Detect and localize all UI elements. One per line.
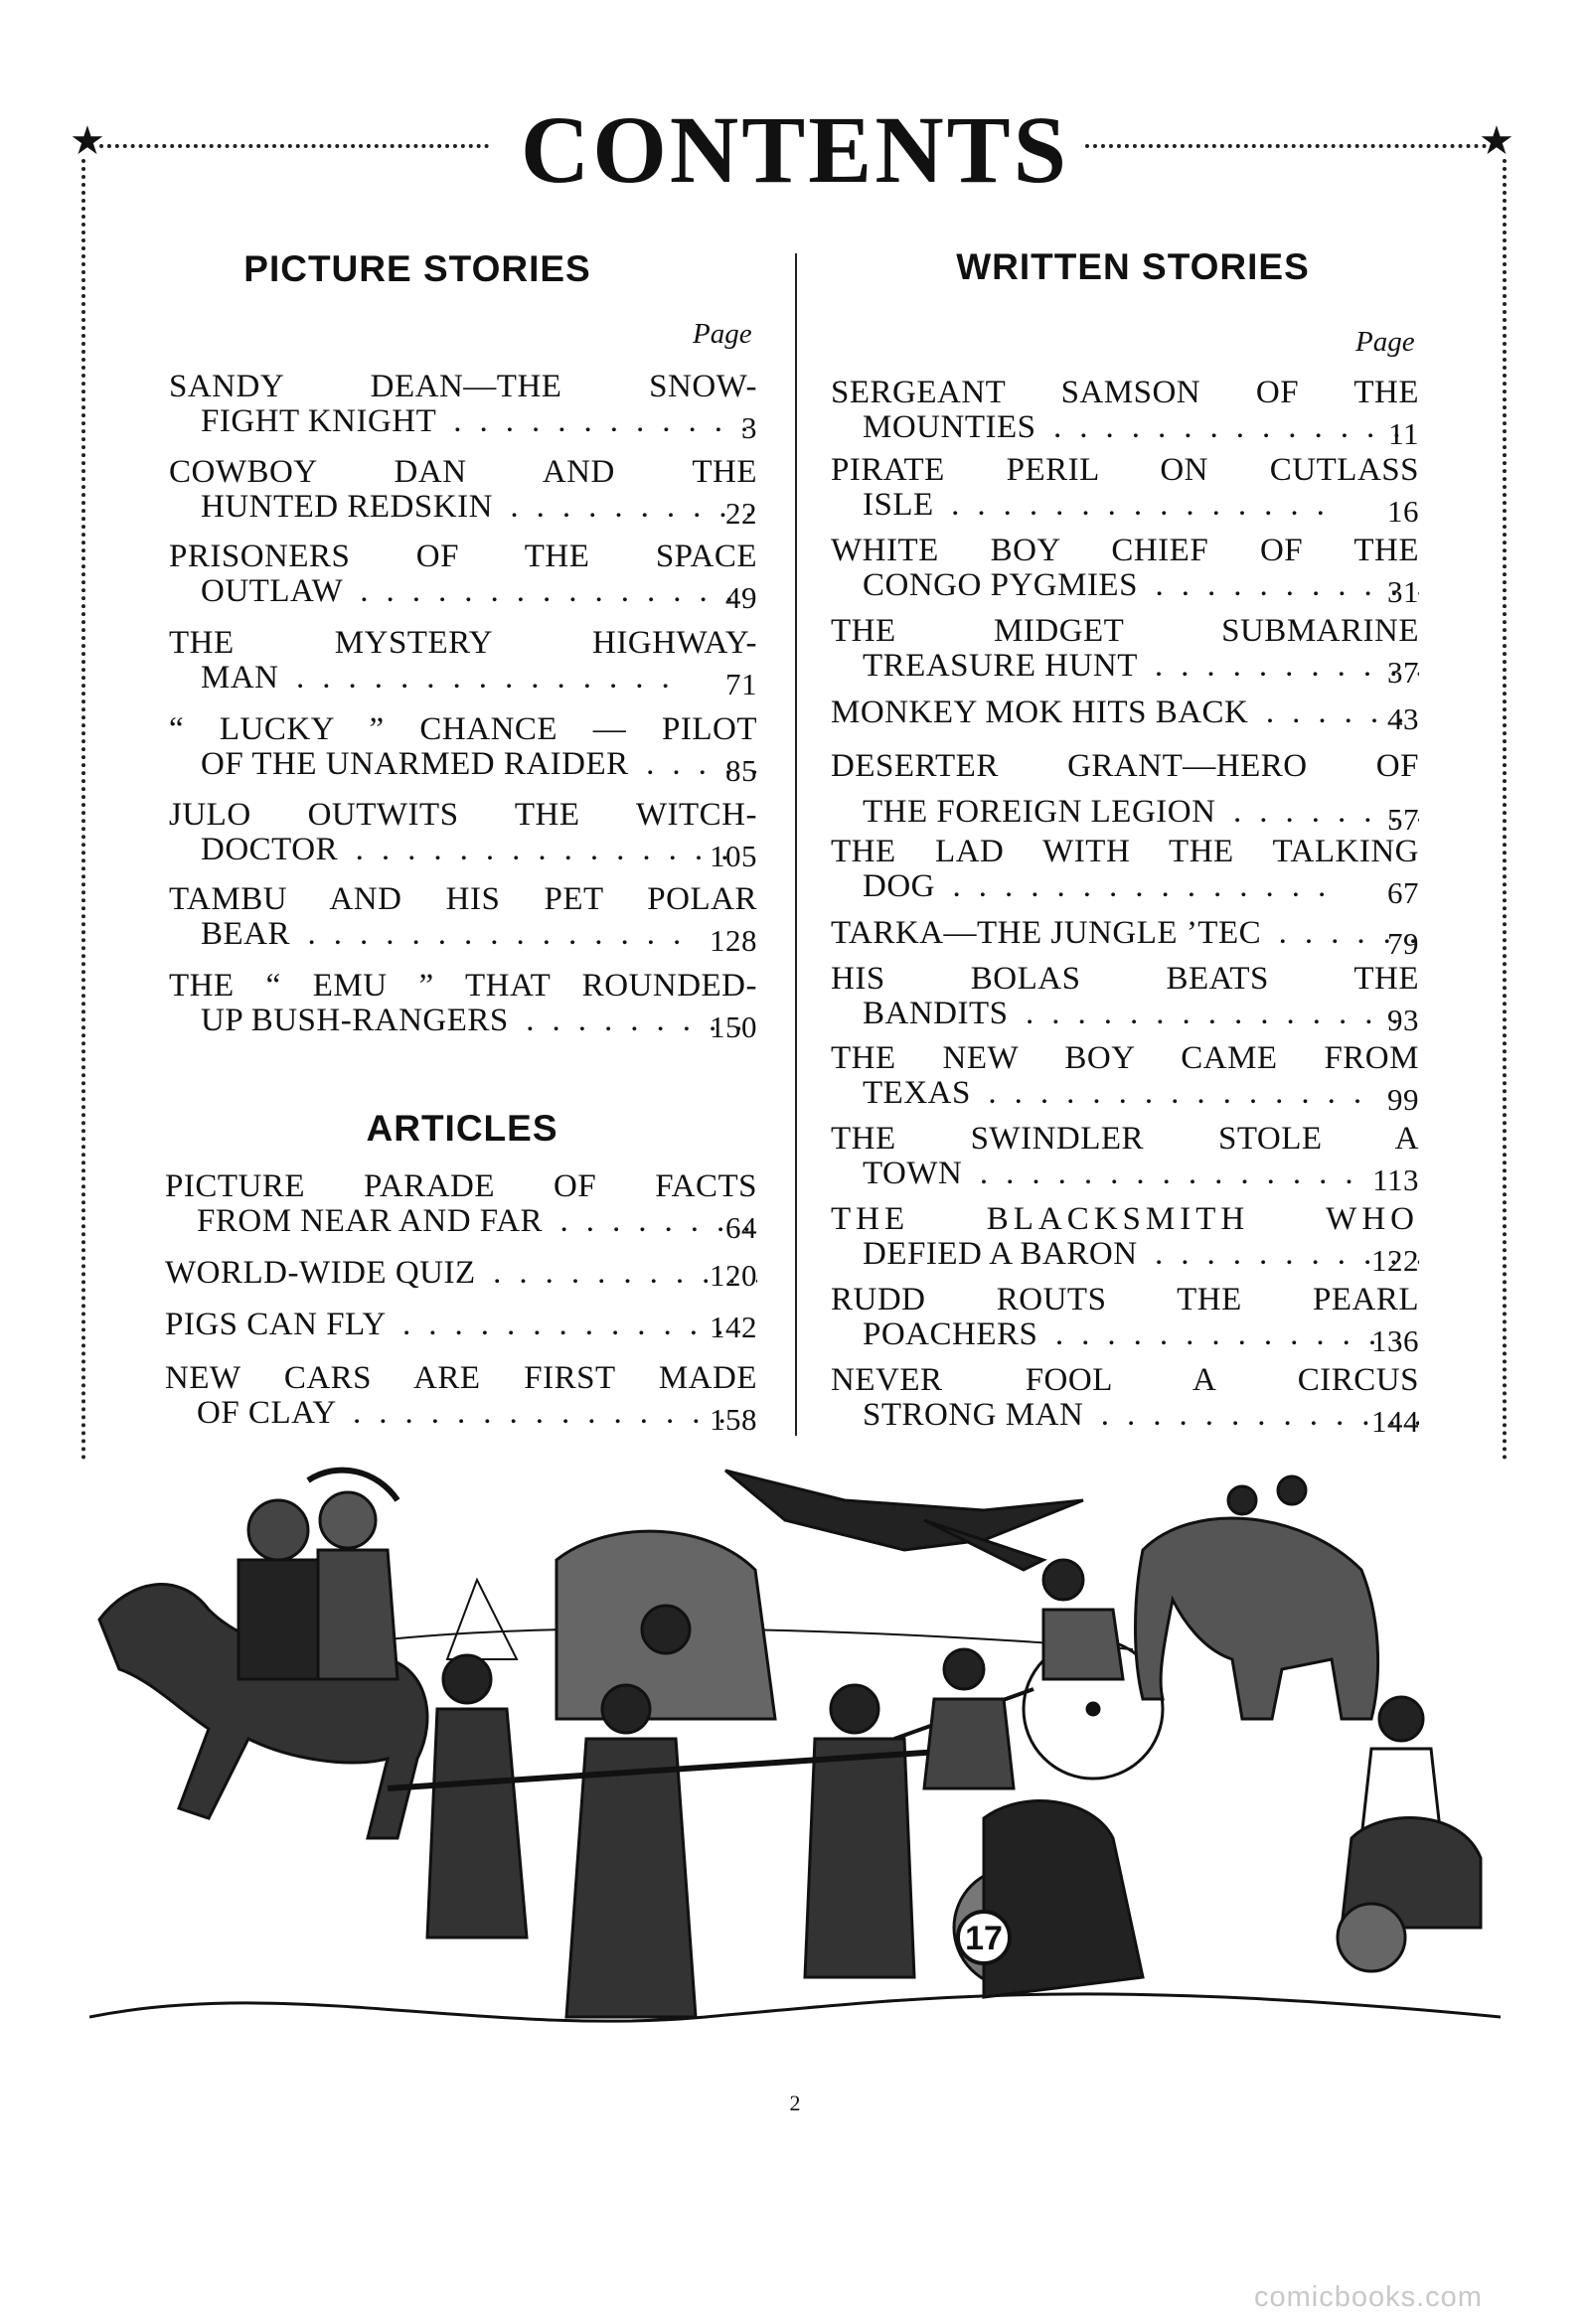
toc-entry-page-number: 31 <box>1387 574 1419 609</box>
toc-entry[interactable] <box>831 916 1419 961</box>
articles-heading: ARTICLES <box>366 1108 558 1149</box>
star-ornament-right: ★ <box>1479 118 1514 163</box>
toc-entry-title-line1: PIRATE PERIL ON CUTLASS <box>831 452 1419 488</box>
toc-entry[interactable] <box>165 1168 757 1245</box>
toc-entry[interactable] <box>169 369 757 445</box>
toc-entry-title-line1: PRISONERS OF THE SPACE <box>169 539 757 574</box>
picture-stories-page-label: Page <box>693 318 752 350</box>
toc-entry[interactable] <box>169 881 757 958</box>
toc-entry-title-line2: OF CLAY . . <box>165 1396 757 1431</box>
toc-entry-title-line2: CONGO PYGMIES . . <box>831 568 1419 603</box>
toc-entry-title-line1: RUDD ROUTS THE PEARL <box>831 1282 1419 1317</box>
toc-entry[interactable] <box>831 1201 1419 1278</box>
toc-entry-page-number: 79 <box>1387 926 1419 961</box>
toc-entry-title-line1: THE “ EMU ” THAT ROUNDED- <box>169 968 757 1004</box>
toc-entry-page-number: 49 <box>725 580 757 615</box>
toc-entry-page-number: 99 <box>1387 1082 1419 1117</box>
toc-entry-title-line2: MAN . . <box>169 661 757 696</box>
toc-entry[interactable] <box>831 961 1419 1037</box>
toc-entry-page-number: 16 <box>1387 494 1419 529</box>
frame-border-left <box>81 159 85 1461</box>
toc-entry-page-number: 64 <box>725 1210 757 1245</box>
toc-entry[interactable] <box>831 1121 1419 1197</box>
toc-entry-page-number: 3 <box>741 410 757 445</box>
toc-entry-page-number: 71 <box>725 667 757 701</box>
tepee-icon <box>447 1580 517 1659</box>
toc-entry-page-number: 85 <box>725 753 757 788</box>
toc-entry[interactable] <box>831 533 1419 609</box>
toc-entry-title-line1: HIS BOLAS BEATS THE <box>831 961 1419 997</box>
toc-entry[interactable] <box>831 613 1419 690</box>
toc-entry-title-line1: DESERTER GRANT—HERO OF <box>831 748 1419 784</box>
toc-entry-title-line1: SERGEANT SAMSON OF THE <box>831 375 1419 410</box>
page-number: 2 <box>789 2091 801 2115</box>
toc-entry-title-line2: TEXAS . . <box>831 1076 1419 1111</box>
toc-entry-title-line1: THE NEW BOY CAME FROM <box>831 1040 1419 1076</box>
toc-entry-title-line2: OF THE UNARMED RAIDER . . <box>169 747 757 782</box>
toc-entry[interactable] <box>169 625 757 701</box>
toc-entry-title: MONKEY MOK HITS BACK . . <box>831 696 1419 730</box>
toc-entry-title-line1: TAMBU AND HIS PET POLAR <box>169 881 757 917</box>
toc-entry-page-number: 22 <box>725 496 757 531</box>
picture-stories-heading: PICTURE STORIES <box>243 248 591 289</box>
toc-entry-title-line1: THE MIDGET SUBMARINE <box>831 613 1419 649</box>
toc-entry[interactable] <box>831 696 1419 736</box>
toc-entry-page-number: 67 <box>1387 875 1419 910</box>
toc-entry-page-number: 93 <box>1387 1003 1419 1037</box>
toc-entry-title-line2: FIGHT KNIGHT . . <box>169 404 757 439</box>
toc-entry-title-line2: TOWN . . <box>831 1157 1419 1191</box>
toc-entry[interactable] <box>831 743 1419 835</box>
toc-entry-title-line1: SANDY DEAN—THE SNOW- <box>169 369 757 404</box>
toc-entry-title: WORLD-WIDE QUIZ . . <box>165 1256 757 1291</box>
toc-entry-title-line1: “ LUCKY ” CHANCE — PILOT <box>169 711 757 747</box>
toc-entry-title-line2: ISLE . . <box>831 488 1419 523</box>
toc-entry-title-line1: THE SWINDLER STOLE A <box>831 1121 1419 1157</box>
toc-entry[interactable] <box>831 1040 1419 1117</box>
racer-number: 17 <box>965 1920 1003 1957</box>
written-stories-page-label: Page <box>1355 326 1415 358</box>
toc-entry-title-line2: OUTLAW . . <box>169 574 757 609</box>
toc-entry-title-line2: FROM NEAR AND FAR . . <box>165 1204 757 1239</box>
toc-entry-page-number: 105 <box>710 839 757 873</box>
toc-entry-title-line1: COWBOY DAN AND THE <box>169 454 757 490</box>
toc-entry-title-line2: DEFIED A BARON . . <box>831 1237 1419 1272</box>
toc-entry-title-line1: WHITE BOY CHIEF OF THE <box>831 533 1419 568</box>
toc-entry[interactable] <box>831 1282 1419 1358</box>
toc-entry-page-number: 120 <box>710 1258 757 1293</box>
star-ornament-left: ★ <box>70 118 105 163</box>
watermark: comicbooks.com <box>1254 2281 1483 2313</box>
toc-entry-title-line2: DOG . . <box>831 869 1419 904</box>
toc-entry-page-number: 11 <box>1388 416 1419 451</box>
toc-entry-page-number: 113 <box>1372 1162 1419 1197</box>
frame-border-right <box>1503 159 1507 1461</box>
toc-entry-page-number: 37 <box>1387 655 1419 690</box>
adventure-scene-illustration <box>89 1461 1501 2057</box>
toc-entry-title-line1: NEW CARS ARE FIRST MADE <box>165 1360 757 1396</box>
toc-entry-title-line2: UP BUSH-RANGERS . . <box>169 1004 757 1038</box>
toc-entry-page-number: 43 <box>1387 701 1419 736</box>
elephant-icon <box>1136 1476 1378 1719</box>
toc-entry-page-number: 136 <box>1371 1323 1419 1358</box>
toc-entry-title-line2: MOUNTIES . . <box>831 410 1419 445</box>
toc-entry-title-line1: PICTURE PARADE OF FACTS <box>165 1168 757 1204</box>
toc-entry[interactable] <box>169 968 757 1044</box>
toc-entry-page-number: 158 <box>710 1402 757 1437</box>
toc-entry-title-line1: THE LAD WITH THE TALKING <box>831 834 1419 869</box>
page-title-text: CONTENTS <box>491 96 1099 203</box>
toc-entry-title-line1: THE BLACKSMITH WHO <box>831 1201 1419 1237</box>
toc-entry[interactable] <box>831 375 1419 451</box>
horse-riders-icon <box>99 1471 427 1838</box>
toc-entry-title-line2: POACHERS . . <box>831 1317 1419 1352</box>
toc-entry-page-number: 150 <box>710 1009 757 1044</box>
toc-entry[interactable] <box>165 1360 757 1437</box>
dotted-rule-right <box>1085 144 1487 148</box>
column-divider <box>795 253 797 1436</box>
toc-entry[interactable] <box>831 834 1419 910</box>
toc-entry-title: PIGS CAN FLY . . <box>165 1308 757 1342</box>
toc-entry[interactable] <box>831 1362 1419 1439</box>
toc-entry-page-number: 122 <box>1371 1243 1419 1278</box>
toc-entry[interactable] <box>165 1308 757 1342</box>
toc-entry-title-line2: THE FOREIGN LEGION . . <box>831 789 1419 835</box>
toc-entry[interactable] <box>169 711 757 788</box>
toc-entry-page-number: 142 <box>710 1310 757 1344</box>
written-stories-heading: WRITTEN STORIES <box>956 246 1310 287</box>
litter-carriers-icon <box>388 1531 984 2017</box>
toc-entry-page-number: 144 <box>1371 1404 1419 1439</box>
toc-entry[interactable] <box>169 454 757 531</box>
page-title <box>0 95 1590 205</box>
toc-entry-title-line1: THE MYSTERY HIGHWAY- <box>169 625 757 661</box>
motorcycle-racer-icon <box>954 1801 1143 1997</box>
toc-entry[interactable] <box>169 797 757 873</box>
scooter-rider-icon <box>1338 1697 1481 1971</box>
toc-entry-title-line2: BEAR . . <box>169 917 757 952</box>
toc-entry-title-line2: TREASURE HUNT . . <box>831 649 1419 684</box>
toc-entry-title-line1: NEVER FOOL A CIRCUS <box>831 1362 1419 1398</box>
toc-entry-page-number: 128 <box>710 923 757 958</box>
toc-entry-title-line2: HUNTED REDSKIN . . <box>169 490 757 525</box>
toc-entry-title-line1: JULO OUTWITS THE WITCH- <box>169 797 757 833</box>
toc-entry-page-number: 57 <box>1387 802 1419 837</box>
toc-entry-title-line2: DOCTOR . . <box>169 833 757 867</box>
toc-entry[interactable] <box>165 1256 757 1291</box>
toc-entry-title-line2: BANDITS . . <box>831 997 1419 1031</box>
toc-entry[interactable] <box>169 539 757 615</box>
rickshaw-icon <box>894 1560 1163 1788</box>
jet-plane-icon <box>725 1471 1083 1570</box>
toc-entry-title: TARKA—THE JUNGLE ’TEC . . <box>831 916 1419 951</box>
toc-entry-title-line2: STRONG MAN . . <box>831 1398 1419 1433</box>
toc-entry[interactable] <box>831 452 1419 529</box>
